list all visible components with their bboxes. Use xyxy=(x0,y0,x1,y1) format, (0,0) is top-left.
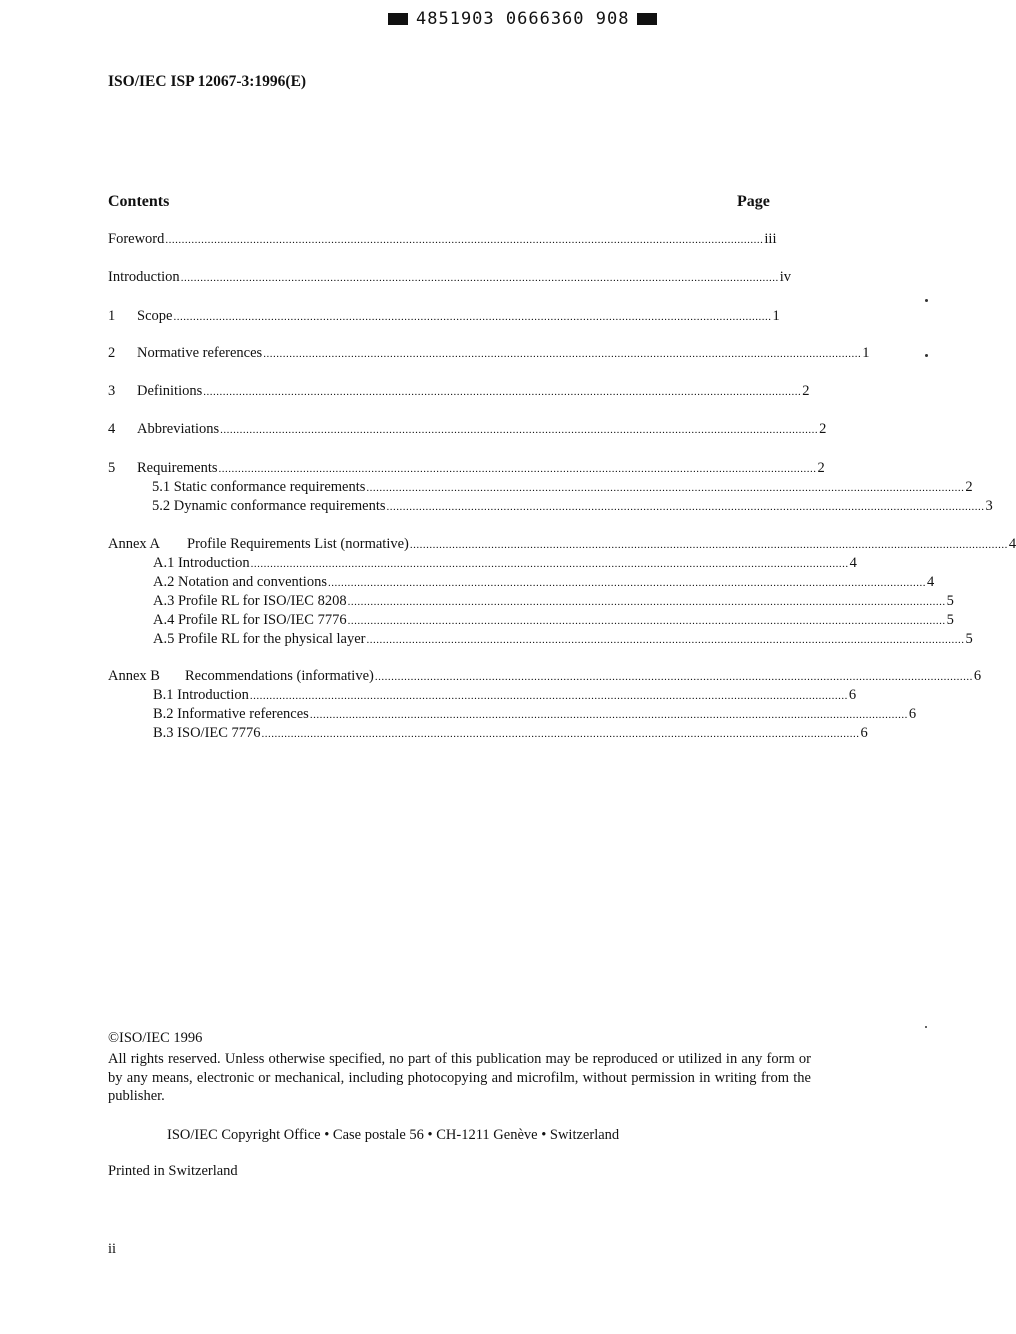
toc-leader: ........................................................................................................................................................................................ xyxy=(165,234,764,246)
toc-leader: ........................................................................................................................................................................................ xyxy=(409,539,1008,551)
toc-entry-abbreviations[interactable] xyxy=(108,420,827,439)
scan-speck xyxy=(925,354,928,357)
toc-label: B.3 ISO/IEC 7776 xyxy=(153,725,261,741)
toc-leader: ........................................................................................................................................................................................ xyxy=(203,386,802,398)
toc-entry-normative-references[interactable] xyxy=(108,344,870,363)
toc-page: 6 xyxy=(973,668,982,684)
toc-page: 5 xyxy=(965,631,973,647)
toc-leader: ........................................................................................................................................................................................ xyxy=(374,671,973,683)
toc-leader: ........................................................................................................................................................................................ xyxy=(327,577,926,589)
toc-label: A.5 Profile RL for the physical layer xyxy=(153,631,366,647)
toc-number: 5 xyxy=(108,460,116,476)
barcode-block-right xyxy=(637,13,657,25)
copyright-office-address: ISO/IEC Copyright Office • Case postale 56 • CH-1211 Genève • Switzerland xyxy=(167,1127,620,1143)
toc-page: 2 xyxy=(819,421,827,437)
toc-entry-b-1[interactable] xyxy=(153,686,857,705)
toc-label: A.2 Notation and conventions xyxy=(153,574,327,590)
toc-label: Profile Requirements List (normative) xyxy=(187,536,409,552)
toc-label: Recommendations (informative) xyxy=(185,668,374,684)
toc-leader: ........................................................................................................................................................................................ xyxy=(173,311,772,323)
toc-entry-introduction[interactable] xyxy=(108,268,791,287)
toc-entry-b-3[interactable] xyxy=(153,724,868,743)
toc-label: Scope xyxy=(137,308,173,324)
printed-in: Printed in Switzerland xyxy=(108,1163,238,1179)
toc-leader: ........................................................................................................................................................................................ xyxy=(220,424,819,436)
contents-heading: Contents xyxy=(108,193,170,210)
toc-entry-annex-b[interactable] xyxy=(108,667,982,686)
toc-page: 5 xyxy=(946,593,954,609)
page-column-heading: Page xyxy=(737,193,770,210)
toc-page: 1 xyxy=(772,308,780,324)
toc-entry-annex-a[interactable] xyxy=(108,535,1016,554)
toc-page: 4 xyxy=(926,574,935,590)
toc-entry-b-2[interactable] xyxy=(153,705,917,724)
toc-leader: ........................................................................................................................................................................................ xyxy=(309,709,908,721)
toc-entry-a-4[interactable] xyxy=(153,611,954,630)
toc-entry-a-1[interactable] xyxy=(153,554,857,573)
toc-page: 6 xyxy=(860,725,868,741)
toc-entry-a-5[interactable] xyxy=(153,630,973,649)
toc-entry-a-2[interactable] xyxy=(153,573,935,592)
toc-entry-5-2[interactable] xyxy=(152,497,993,516)
barcode-block-left xyxy=(388,13,408,25)
document-id: ISO/IEC ISP 12067-3:1996(E) xyxy=(108,73,307,90)
toc-label: Introduction xyxy=(108,269,180,285)
toc-page: iv xyxy=(779,269,791,285)
toc-entry-scope[interactable] xyxy=(108,307,780,326)
toc-number: 1 xyxy=(108,308,116,324)
toc-leader: ........................................................................................................................................................................................ xyxy=(249,690,848,702)
toc-label: B.1 Introduction xyxy=(153,687,249,703)
toc-page: 2 xyxy=(802,383,810,399)
toc-label: B.2 Informative references xyxy=(153,706,309,722)
toc-page: 3 xyxy=(985,498,993,514)
toc-page: 6 xyxy=(848,687,857,703)
scan-code: 4851903 0666360 908 xyxy=(416,9,630,29)
toc-page: iii xyxy=(764,231,777,247)
toc-label: 5.1 Static conformance requirements xyxy=(152,479,366,495)
scan-speck xyxy=(925,299,928,302)
toc-number: 3 xyxy=(108,383,116,399)
toc-label: A.3 Profile RL for ISO/IEC 8208 xyxy=(153,593,347,609)
toc-page: 4 xyxy=(849,555,857,571)
toc-leader: ........................................................................................................................................................................................ xyxy=(261,728,860,740)
toc-page: 5 xyxy=(946,612,954,628)
toc-number: 2 xyxy=(108,345,116,361)
toc-leader: ........................................................................................................................................................................................ xyxy=(263,348,862,360)
toc-leader: ........................................................................................................................................................................................ xyxy=(386,501,985,513)
toc-label: Requirements xyxy=(137,460,218,476)
toc-entry-5-1[interactable] xyxy=(152,478,973,497)
toc-label: Normative references xyxy=(137,345,263,361)
toc-number: 4 xyxy=(108,421,116,437)
toc-label: Foreword xyxy=(108,231,165,247)
toc-entry-definitions[interactable] xyxy=(108,382,810,401)
toc-number: Annex A xyxy=(108,536,160,552)
scan-barcode xyxy=(388,9,668,29)
toc-entry-foreword[interactable] xyxy=(108,230,777,249)
toc-entry-requirements[interactable] xyxy=(108,459,825,478)
toc-label: Abbreviations xyxy=(137,421,220,437)
toc-number: Annex B xyxy=(108,668,160,684)
toc-label: Definitions xyxy=(137,383,203,399)
toc-label: 5.2 Dynamic conformance requirements xyxy=(152,498,386,514)
page-number: ii xyxy=(108,1241,117,1257)
toc-leader: ........................................................................................................................................................................................ xyxy=(366,482,965,494)
toc-page: 6 xyxy=(908,706,917,722)
toc-leader: ........................................................................................................................................................................................ xyxy=(366,634,965,646)
toc-page: 2 xyxy=(817,460,825,476)
copyright-line: ©ISO/IEC 1996 xyxy=(108,1030,203,1046)
toc-page: 4 xyxy=(1008,536,1016,552)
toc-label: A.1 Introduction xyxy=(153,555,250,571)
toc-leader: ........................................................................................................................................................................................ xyxy=(180,272,779,284)
toc-leader: ........................................................................................................................................................................................ xyxy=(218,463,817,475)
toc-page: 2 xyxy=(965,479,973,495)
toc-label: A.4 Profile RL for ISO/IEC 7776 xyxy=(153,612,347,628)
toc-entry-a-3[interactable] xyxy=(153,592,954,611)
scan-speck xyxy=(925,1026,927,1028)
rights-statement: All rights reserved. Unless otherwise specified, no part of this publication may be reproduced or utilized in any form or by any means, electronic or mechanical, including photocopying and microfilm, without permission in writing from the publisher. xyxy=(108,1051,811,1104)
toc-leader: ........................................................................................................................................................................................ xyxy=(250,558,849,570)
toc-leader: ........................................................................................................................................................................................ xyxy=(347,615,946,627)
toc-page: 1 xyxy=(862,345,870,361)
toc-leader: ........................................................................................................................................................................................ xyxy=(347,596,946,608)
